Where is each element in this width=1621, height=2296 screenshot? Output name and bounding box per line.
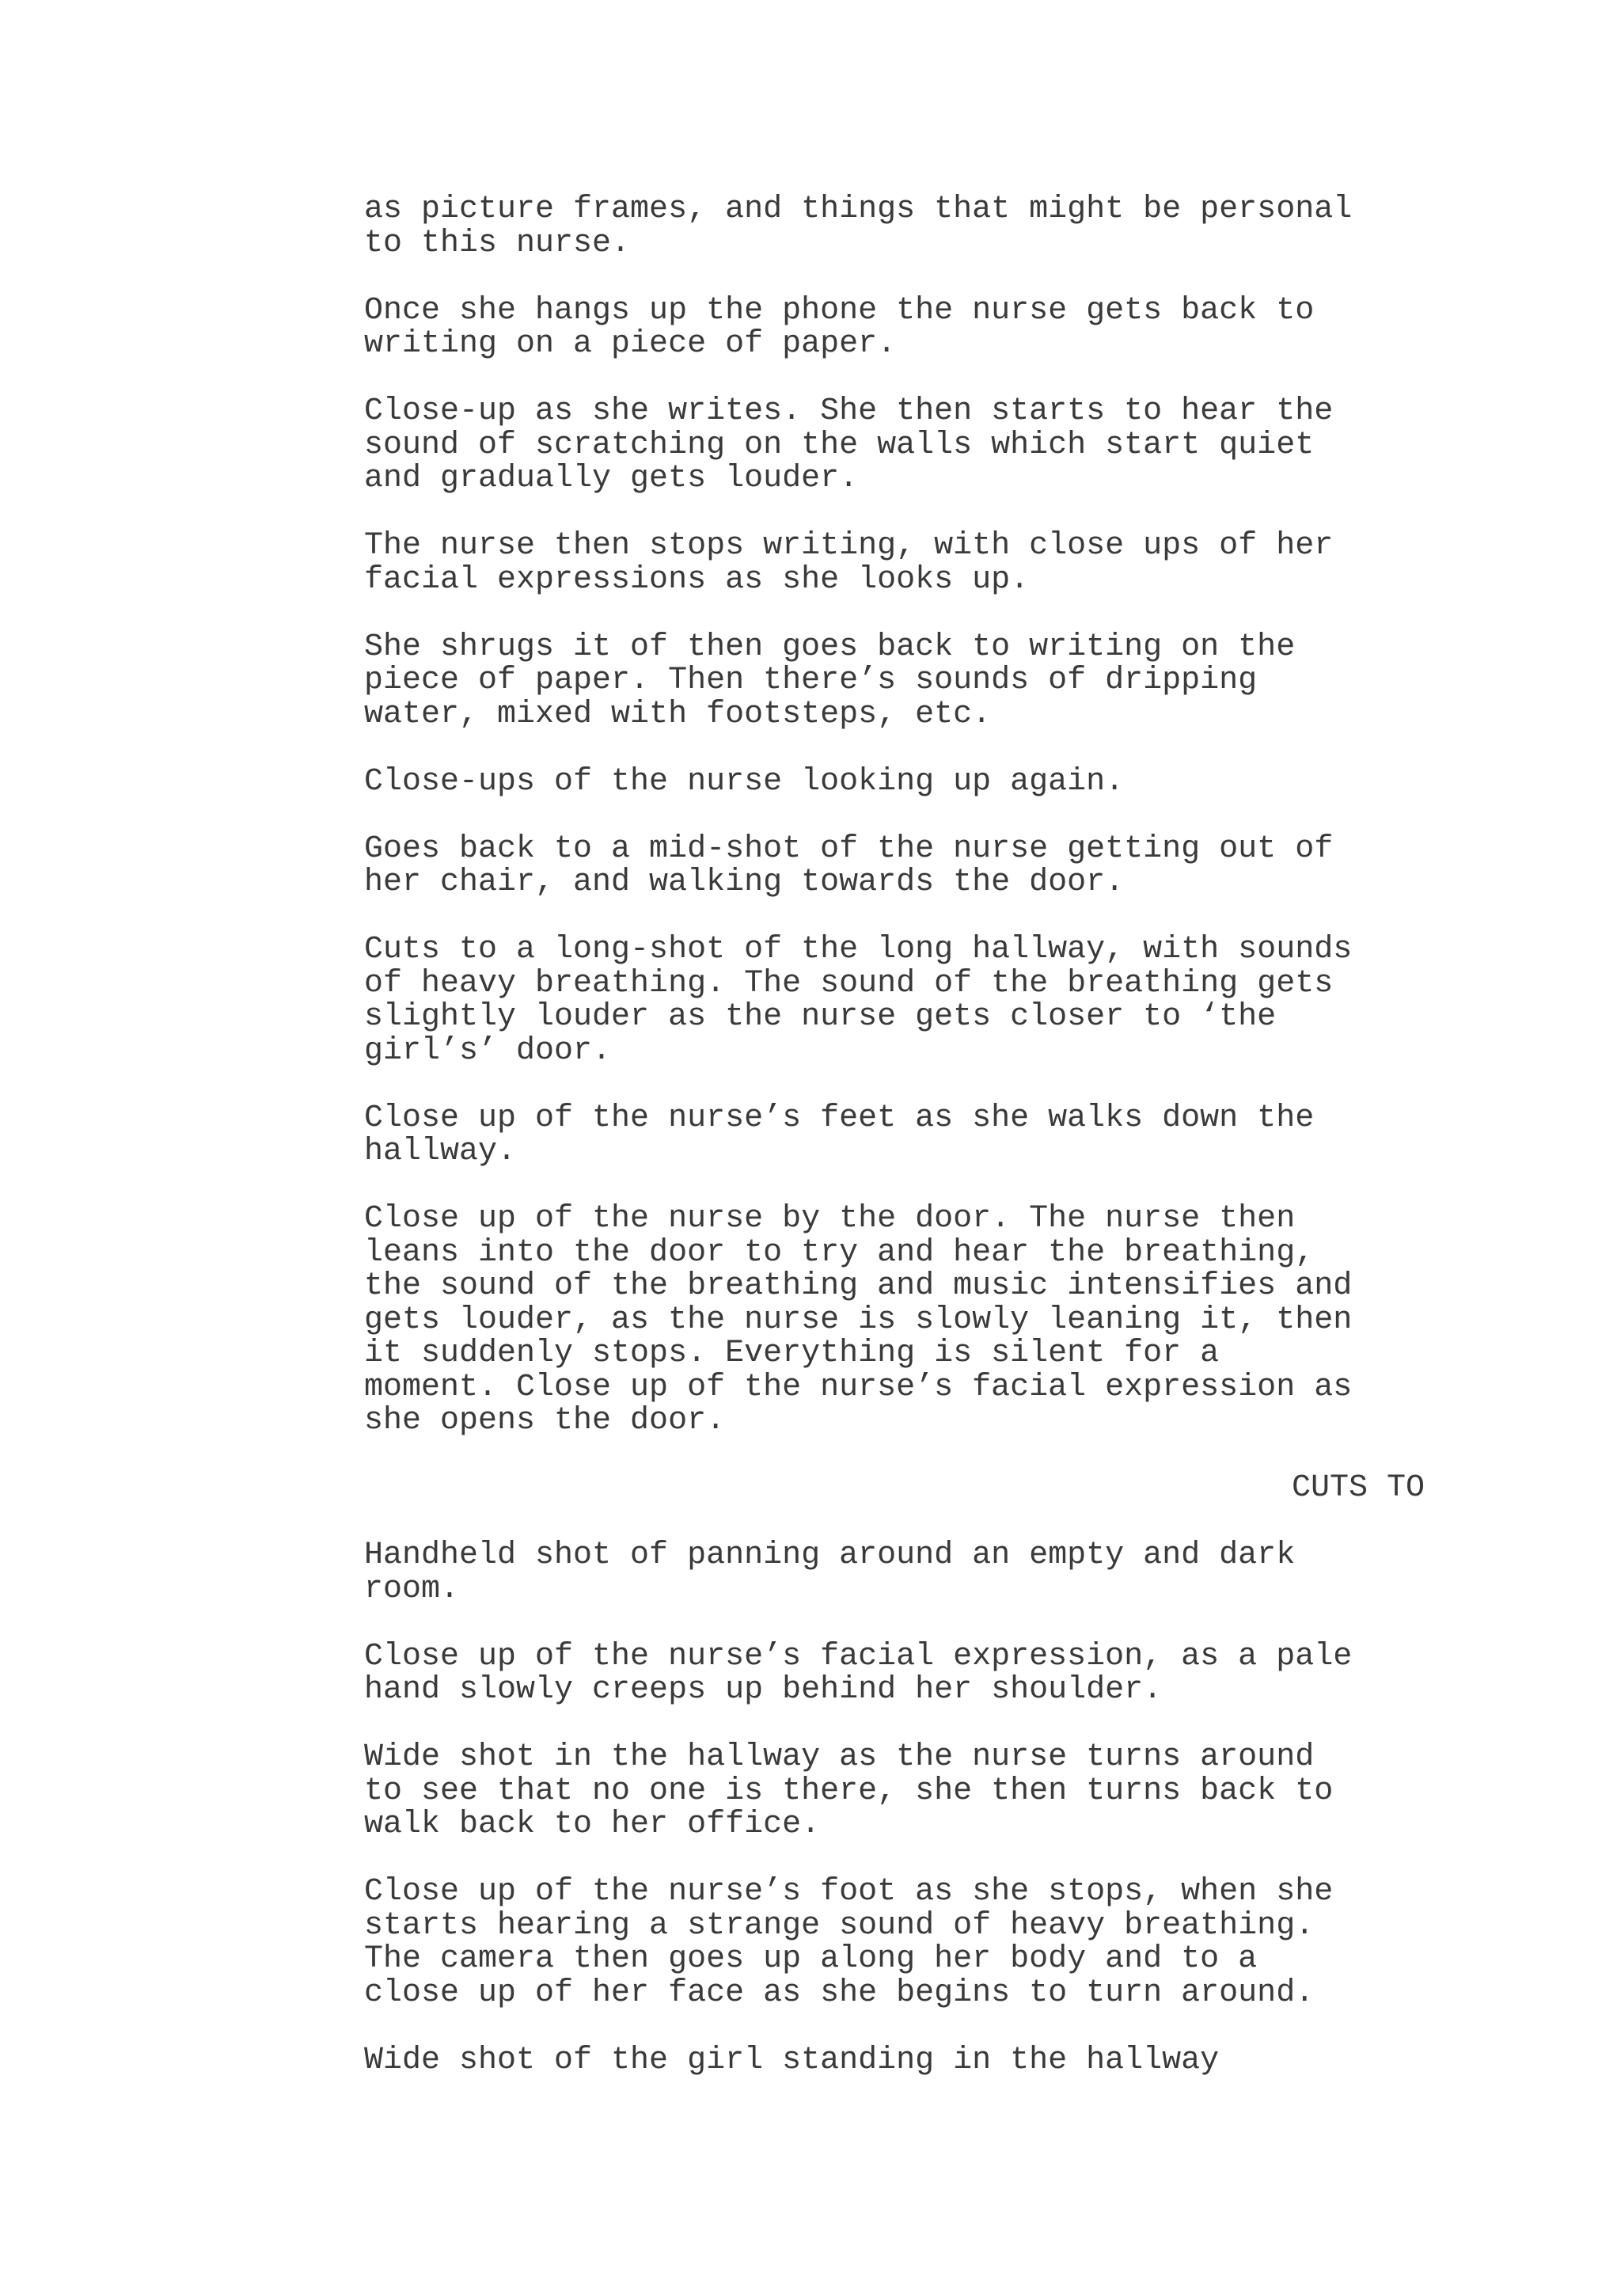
action-paragraph: Goes back to a mid-shot of the nurse getting out of her chair, and walking towards the door. — [364, 831, 1334, 900]
action-paragraph: Cuts to a long-shot of the long hallway, with sounds of heavy breathing. The sound of the breathing gets slightly louder as the nurse gets closer to ‘the girl’s’ door. — [364, 932, 1353, 1069]
action-paragraph: The nurse then stops writing, with close ups of her facial expressions as she looks up. — [364, 528, 1334, 598]
action-paragraph: Close up of the nurse’s feet as she walks down the hallway. — [364, 1100, 1315, 1169]
action-paragraph: Close-up as she writes. She then starts to hear the sound of scratching on the walls which start quiet and gradually gets louder. — [364, 393, 1334, 496]
action-paragraph: She shrugs it of then goes back to writing on the piece of paper. Then there’s sounds of dripping water, mixed with footsteps, etc. — [364, 629, 1296, 732]
action-paragraph: Wide shot of the girl standing in the hallway — [364, 2042, 1220, 2078]
action-paragraph: Close up of the nurse by the door. The nurse then leans into the door to try and hear the breathing, the sound of the breathing and music intensifies and gets louder, as the nurse is slowly leaning it, then it suddenly stops. Everything is silent for a moment. Close up of the nurse’s facial expression as she opens the door. — [364, 1201, 1353, 1439]
action-paragraph: as picture frames, and things that might be personal to this nurse. — [364, 192, 1353, 261]
action-paragraph: Handheld shot of panning around an empty and dark room. — [364, 1538, 1296, 1607]
transition-cuts-to: CUTS TO — [1291, 1470, 1425, 1506]
script-body — [364, 193, 1472, 2112]
action-paragraph: Close up of the nurse’s foot as she stops, when she starts hearing a strange sound of heavy breathing. The camera then goes up along her body and to a close up of her face as she begins to turn around. — [364, 1874, 1334, 2011]
action-paragraph: Close-ups of the nurse looking up again. — [364, 763, 1125, 800]
action-paragraph: Once she hangs up the phone the nurse gets back to writing on a piece of paper. — [364, 292, 1315, 362]
action-paragraph: Wide shot in the hallway as the nurse turns around to see that no one is there, she then turns back to walk back to her office. — [364, 1739, 1334, 1842]
action-paragraph: Close up of the nurse’s facial expression, as a pale hand slowly creeps up behind her shoulder. — [364, 1638, 1353, 1708]
